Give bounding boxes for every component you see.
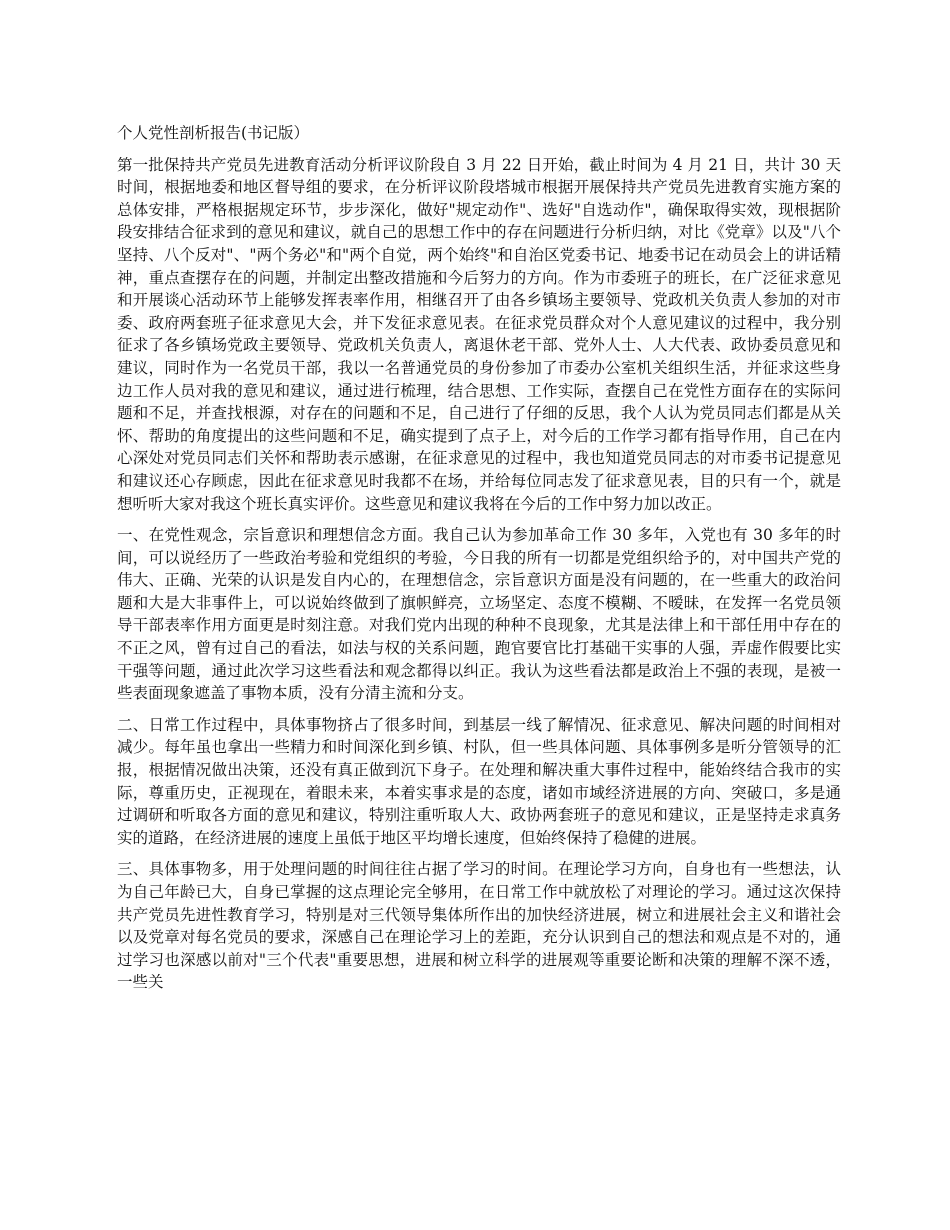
paragraph-intro: 第一批保持共产党员先进教育活动分析评议阶段自 3 月 22 日开始，截止时间为 4 月 21 日，共计 30 天时间，根据地委和地区督导组的要求，在分析评议阶段塔城市根据开展保持共产党员先进教育实施方案的总体安排，严格根据规定环节，步步深化，做好"规定动作"、选好"自选动作"，确保取得实效，现根据阶段安排结合征求到的意见和建议，就自己的思想工作中的存在问题进行分析归纳，对比《党章》以及"八个坚持、八个反对"、"两个务必"和"两个自觉，两个始终"和自治区党委书记、地委书记在动员会上的讲话精神，重点查摆存在的问题，并制定出整改措施和今后努力的方向。作为市委班子的班长，在广泛征求意见和开展谈心活动环节上能够发挥表率作用，相继召开了由各乡镇场主要领导、党政机关负责人参加的对市委、政府两套班子征求意见大会，并下发征求意见表。在征求党员群众对个人意见建议的过程中，我分别征求了各乡镇场党政主要领导、党政机关负责人，离退休老干部、党外人士、人大代表、政协委员意见和建议，同时作为一名党员干部，我以一名普通党员的身份参加了市委办公室机关组织生活，并征求这些身边工作人员对我的意见和建议，通过进行梳理，结合思想、工作实际，查摆自己在党性方面存在的实际问题和不足，并查找根源，对存在的问题和不足，自己进行了仔细的反思，我个人认为党员同志们都是从关怀、帮助的角度提出的这些问题和不足，确实提到了点子上，对今后的工作学习都有指导作用，自己在内心深处对党员同志们关怀和帮助表示感谢，在征求意见的过程中，我也知道党员同志的对市委书记提意见和建议还心存顾虑，因此在征求意见时我都不在场，并给每位同志发了征求意见表，目的只有一个，就是想听听大家对我这个班长真实评价。这些意见和建议我将在今后的工作中努力加以改正。	[117, 155, 841, 513]
paragraph-section-2: 二、日常工作过程中，具体事物挤占了很多时间，到基层一线了解情况、征求意见、解决问题的时间相对减少。每年虽也拿出一些精力和时间深化到乡镇、村队，但一些具体问题、具体事例多是听分管领导的汇报，根据情况做出决策，还没有真正做到沉下身子。在处理和解决重大事件过程中，能始终结合我市的实际，尊重历史，正视现在，着眼未来，本着实事求是的态度，诸如市域经济进展的方向、突破口，多是通过调研和听取各方面的意见和建议，特别注重听取人大、政协两套班子的意见和建议，正是坚持走求真务实的道路，在经济进展的速度上虽低于地区平均增长速度，但始终保持了稳健的进展。	[117, 715, 841, 847]
paragraph-section-3: 三、具体事物多，用于处理问题的时间往往占据了学习的时间。在理论学习方向，自身也有一些想法，认为自己年龄已大，自身已掌握的这点理论完全够用，在日常工作中就放松了对理论的学习。通过这次保持共产党员先进性教育学习，特别是对三代领导集体所作出的加快经济进展，树立和进展社会主义和谐社会以及党章对每名党员的要求，深感自己在理论学习上的差距，充分认识到自己的想法和观点是不对的，通过学习也深感以前对"三个代表"重要思想，进展和树立科学的进展观等重要论断和决策的理解不深不透，一些关	[117, 860, 841, 992]
paragraph-section-1: 一、在党性观念，宗旨意识和理想信念方面。我自己认为参加革命工作 30 多年，入党也有 30 多年的时间，可以说经历了一些政治考验和党组织的考验，今日我的所有一切都是党组织给予的，对中国共产党的伟大、正确、光荣的认识是发自内心的，在理想信念，宗旨意识方面是没有问题的，在一些重大的政治问题和大是大非事件上，可以说始终做到了旗帜鲜亮，立场坚定、态度不模糊、不暧昧，在发挥一名党员领导干部表率作用方面更是时刻注意。对我们党内出现的种种不良现象，尤其是法律上和干部任用中存在的不正之风，曾有过自己的看法，如法与权的关系问题，跑官要官比打基础干实事的人强，弄虚作假要比实干强等问题，通过此次学习这些看法和观念都得以纠正。我认为这些看法都是政治上不强的表现，是被一些表面现象遮盖了事物本质，没有分清主流和分支。	[117, 526, 841, 703]
document-title: 个人党性剖析报告(书记版）	[117, 124, 310, 142]
document-page	[117, 122, 841, 1003]
